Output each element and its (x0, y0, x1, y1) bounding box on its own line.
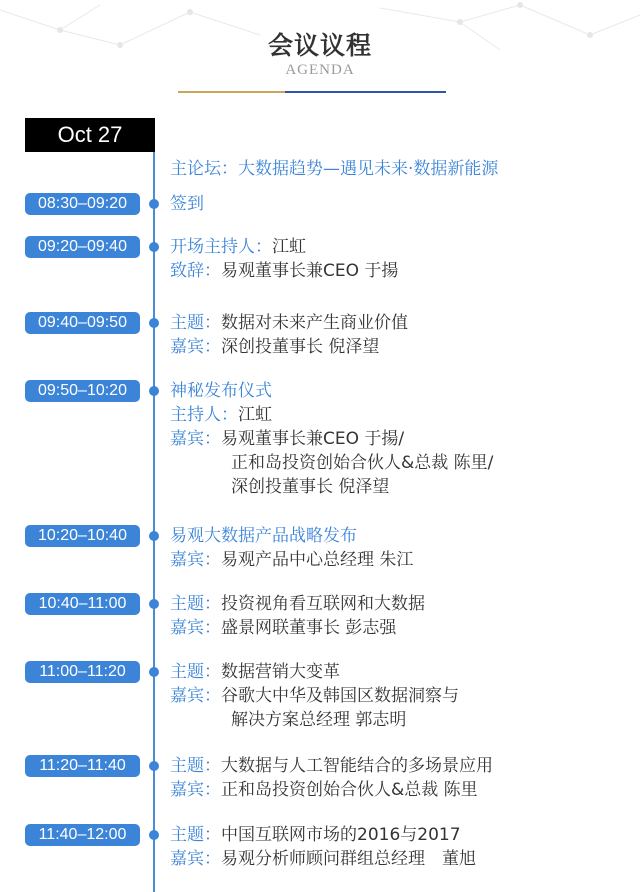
time-slot: 11:00–11:20 (25, 661, 140, 683)
line-label: 主题： (170, 825, 221, 845)
time-slot: 09:50–10:20 (25, 380, 140, 402)
agenda-line (170, 548, 413, 572)
agenda-line (170, 192, 204, 216)
time-slot: 10:40–11:00 (25, 593, 140, 615)
line-text: 解决方案总经理 郭志明 (231, 710, 407, 730)
agenda-line (170, 427, 404, 451)
agenda-line (170, 823, 461, 847)
line-label: 主题： (170, 662, 221, 682)
line-text: 大数据与人工智能结合的多场景应用 (221, 756, 493, 776)
time-slot: 11:20–11:40 (25, 755, 140, 777)
line-label: 嘉宾： (170, 686, 221, 706)
line-suffix: 江虹 (272, 237, 306, 257)
line-text: 深创投董事长 倪泽望 (221, 337, 380, 357)
timeline-dot (149, 386, 159, 396)
agenda-line (170, 259, 398, 283)
line-text: 签到 (170, 194, 204, 214)
line-text: 易观产品中心总经理 朱江 (221, 550, 414, 570)
timeline-dot (149, 830, 159, 840)
line-label: 嘉宾： (170, 618, 221, 638)
agenda-line (170, 847, 476, 871)
line-suffix: 易观董事长兼CEO 于揚 (221, 261, 399, 281)
agenda-line (170, 616, 396, 640)
time-slot: 11:40–12:00 (25, 824, 140, 846)
page-subtitle: AGENDA (285, 62, 355, 78)
forum-title: 主论坛：大数据趋势—遇见未来·数据新能源 (170, 159, 499, 179)
line-text: 江虹 (238, 405, 272, 425)
page-title: 会议议程 (267, 31, 372, 60)
line-text: 开场主持人： (170, 237, 272, 257)
line-text: 投资视角看互联网和大数据 (221, 594, 425, 614)
agenda-line (170, 778, 478, 802)
agenda-line (170, 524, 357, 548)
title-divider (178, 91, 446, 93)
timeline-dot (149, 318, 159, 328)
line-text: 正和岛投资创始合伙人&总裁 陈里/ (231, 453, 494, 473)
line-label: 主题： (170, 594, 221, 614)
line-text: 数据营销大变革 (221, 662, 340, 682)
line-label: 嘉宾： (170, 337, 221, 357)
line-text: 易观大数据产品战略发布 (170, 526, 357, 546)
agenda-line (170, 403, 272, 427)
line-label: 主题： (170, 756, 221, 776)
timeline-dot (149, 531, 159, 541)
timeline-line (153, 152, 155, 892)
line-label: 嘉宾： (170, 849, 221, 869)
line-text: 致辞： (170, 261, 221, 281)
agenda-line (231, 451, 493, 475)
line-text: 易观董事长兼CEO 于揚/ (221, 429, 405, 449)
time-slot: 10:20–10:40 (25, 525, 140, 547)
agenda-line (170, 335, 379, 359)
time-slot: 09:40–09:50 (25, 312, 140, 334)
line-text: 中国互联网市场的2016与2017 (221, 825, 461, 845)
agenda-line (170, 754, 493, 778)
timeline-dot (149, 667, 159, 677)
date-label: Oct 27 (25, 118, 155, 152)
line-label: 嘉宾： (170, 550, 221, 570)
agenda-line (170, 684, 459, 708)
line-label: 嘉宾： (170, 429, 221, 449)
timeline-dot (149, 199, 159, 209)
time-slot: 09:20–09:40 (25, 236, 140, 258)
agenda-line (231, 475, 389, 499)
agenda-line (231, 708, 406, 732)
agenda-line (170, 592, 425, 616)
line-text: 盛景网联董事长 彭志强 (221, 618, 397, 638)
line-label: 嘉宾： (170, 780, 221, 800)
line-text: 易观分析师顾问群组总经理 董旭 (221, 849, 476, 869)
agenda-line (170, 311, 408, 335)
line-text: 神秘发布仪式 (170, 381, 272, 401)
line-label: 主持人： (170, 405, 238, 425)
line-text: 数据对未来产生商业价值 (221, 313, 408, 333)
line-text: 正和岛投资创始合伙人&总裁 陈里 (221, 780, 478, 800)
time-slot: 08:30–09:20 (25, 193, 140, 215)
line-label: 主题： (170, 313, 221, 333)
agenda-line (170, 660, 340, 684)
line-text: 深创投董事长 倪泽望 (231, 477, 390, 497)
agenda-line (170, 235, 306, 259)
timeline-dot (149, 242, 159, 252)
line-text: 谷歌大中华及韩国区数据洞察与 (221, 686, 459, 706)
timeline-dot (149, 761, 159, 771)
timeline-dot (149, 599, 159, 609)
agenda-line (170, 379, 272, 403)
